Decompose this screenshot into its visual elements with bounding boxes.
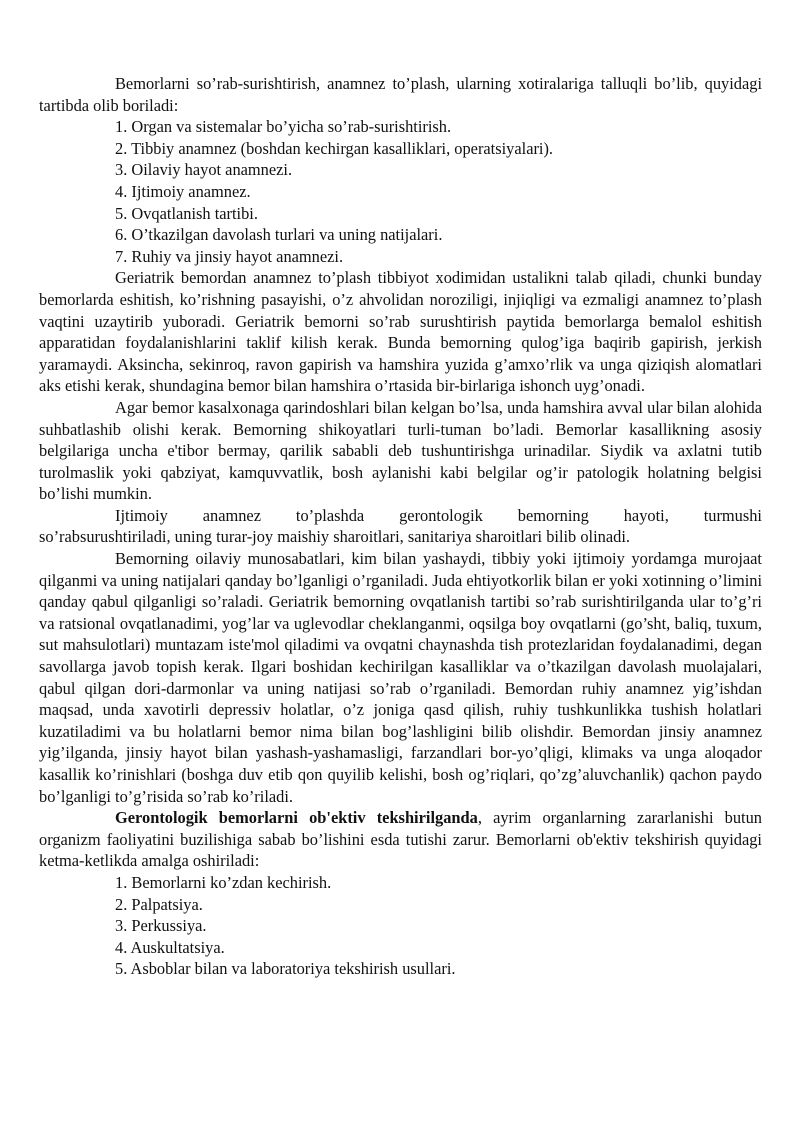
list-item: 2. Palpatsiya.	[115, 894, 203, 914]
list-item: 1. Bemorlarni ko’zdan kechirish.	[115, 872, 332, 892]
list-item: 5. Ovqatlanish tartibi.	[115, 203, 258, 223]
anamnesis-order-list	[39, 116, 762, 267]
list-item: 3. Perkussiya.	[115, 916, 207, 936]
document-page	[39, 73, 762, 980]
social-anamnesis-paragraph-line1: Ijtimoiy anamnez to’plashda gerontologik bemorning hayoti, turmushi	[115, 505, 762, 525]
list-item: 7. Ruhiy va jinsiy hayot anamnezi.	[115, 246, 344, 266]
intro-paragraph: Bemorlarni so’rab-surishtirish, anamnez to’plash, ularning xotiralariga talluqli bo’lib, quyidagi tartibda olib boriladi:	[39, 74, 762, 115]
objective-exam-paragraph	[39, 807, 762, 872]
list-item: 1. Organ va sistemalar bo’yicha so’rab-surishtirish.	[115, 117, 452, 137]
list-item: 2. Tibbiy anamnez (boshdan kechirgan kasalliklari, operatsiyalari).	[115, 138, 554, 158]
objective-exam-list	[39, 872, 762, 980]
relatives-paragraph: Agar bemor kasalxonaga qarindoshlari bilan kelgan bo’lsa, unda hamshira avval ular bilan alohida suhbatlashib olishi kerak. Bemorning shikoyatlari turli-tuman bo’ladi. Bemorlar kasallikning asosiy belgilariga uncha e'tibor bermay, qarilik sababli deb tushuntirishga urinadilar. Siydik va axlatni tutib turolmaslik yoki qabziyat, kamquvvatlik, bosh aylanishi kabi belgilar og’ir patologik holatning belgisi bo’lishi mumkin.	[39, 397, 762, 504]
list-item: 4. Ijtimoiy anamnez.	[115, 181, 251, 201]
list-item: 5. Asboblar bilan va laboratoriya tekshirish usullari.	[115, 959, 456, 979]
objective-exam-text: , ayrim organlarning zararlanishi butun organizm faoliyatini buzilishiga sabab bo’lishini esda tutishi zarur. Bemorlarni ob'ektiv tekshirish quyidagi ketma-ketlikda amalga oshiriladi:	[39, 808, 762, 871]
social-anamnesis-paragraph-line2: so’rabsurushtiriladi, uning turar-joy maishiy sharoitlari, sanitariya sharoitlari bilib olinadi.	[39, 527, 630, 547]
geriatric-anamnesis-paragraph: Geriatrik bemordan anamnez to’plash tibbiyot xodimidan ustalikni talab qiladi, chunki bunday bemorlarda eshitish, ko’rishning pasayishi, o’z ahvolidan noroziligi, injiqligi va ezmaligi anamnez to’plash vaqtini uzaytirib yuboradi. Geriatrik bemorni so’rab surushtirish paytida bemorlarga bemalol eshitish apparatidan foydalanishlarini taklif kilish kerak. Bunda bemorning qulog’iga baqirib gapirish, jerkish yaramaydi. Aksincha, sekinroq, ravon gapirish va hamshira yuzida g’amxo’rlik va unga qiziqish alomatlari aks etishi kerak, shundagina bemor bilan hamshira o’rtasida bir-birlariga ishonch uyg’onadi.	[39, 268, 762, 396]
list-item: 4. Auskultatsiya.	[115, 937, 225, 957]
list-item: 3. Oilaviy hayot anamnezi.	[115, 160, 293, 180]
list-item: 6. O’tkazilgan davolash turlari va uning natijalari.	[115, 225, 443, 245]
family-relations-paragraph: Bemorning oilaviy munosabatlari, kim bilan yashaydi, tibbiy yoki ijtimoiy yordamga murojaat qilganmi va uning natijalari qanday bo’lganligi o’rganiladi. Juda ehtiyotkorlik bilan er yoki xotinning o’limini qanday qabul qilganligi so’raladi. Geriatrik bemorning ovqatlanish tartibi so’rab surishtirilganda ular to’g’ri va ratsional ovqatlanadimi, yog’lar va uglevodlar cheklanganmi, oqsilga boy ovqatlarni (go’sht, baliq, tuxum, sut mahsulotlari) muntazam iste'mol qiladimi va ovqatni chaynashda tish protezlaridan foydalanadimi, degan savollarga javob topish kerak. Ilgari boshidan kechirilgan kasalliklar va o’tkazilgan davolash muolajalari, qabul qilgan dori-darmonlar va uning natijasi so’rab o’rganiladi. Bemordan ruhiy anamnez yig’ishdan maqsad, unda xavotirli depressiv holatlar, o’z joniga qasd qilish, ruhiy tushkunlikka tushish holatlari kuzatiladimi va bu holatlarni bemor nima bilan bog’lashligini bilib olishdir. Bemordan jinsiy anamnez yig’ilganda, jinsiy hayot bilan yashash-yashamasligi, farzandlari bor-yo’qligi, klimaks va unga aloqador kasallik ko’rinishlari (boshga duv etib qon quyilib kelishi, bosh og’riqlari, qo’zg’aluvchanlik) qachon paydo bo’lganligi to’g’risida so’rab ko’riladi.	[39, 549, 762, 806]
objective-exam-heading: Gerontologik bemorlarni ob'ektiv tekshirilganda	[115, 808, 478, 828]
